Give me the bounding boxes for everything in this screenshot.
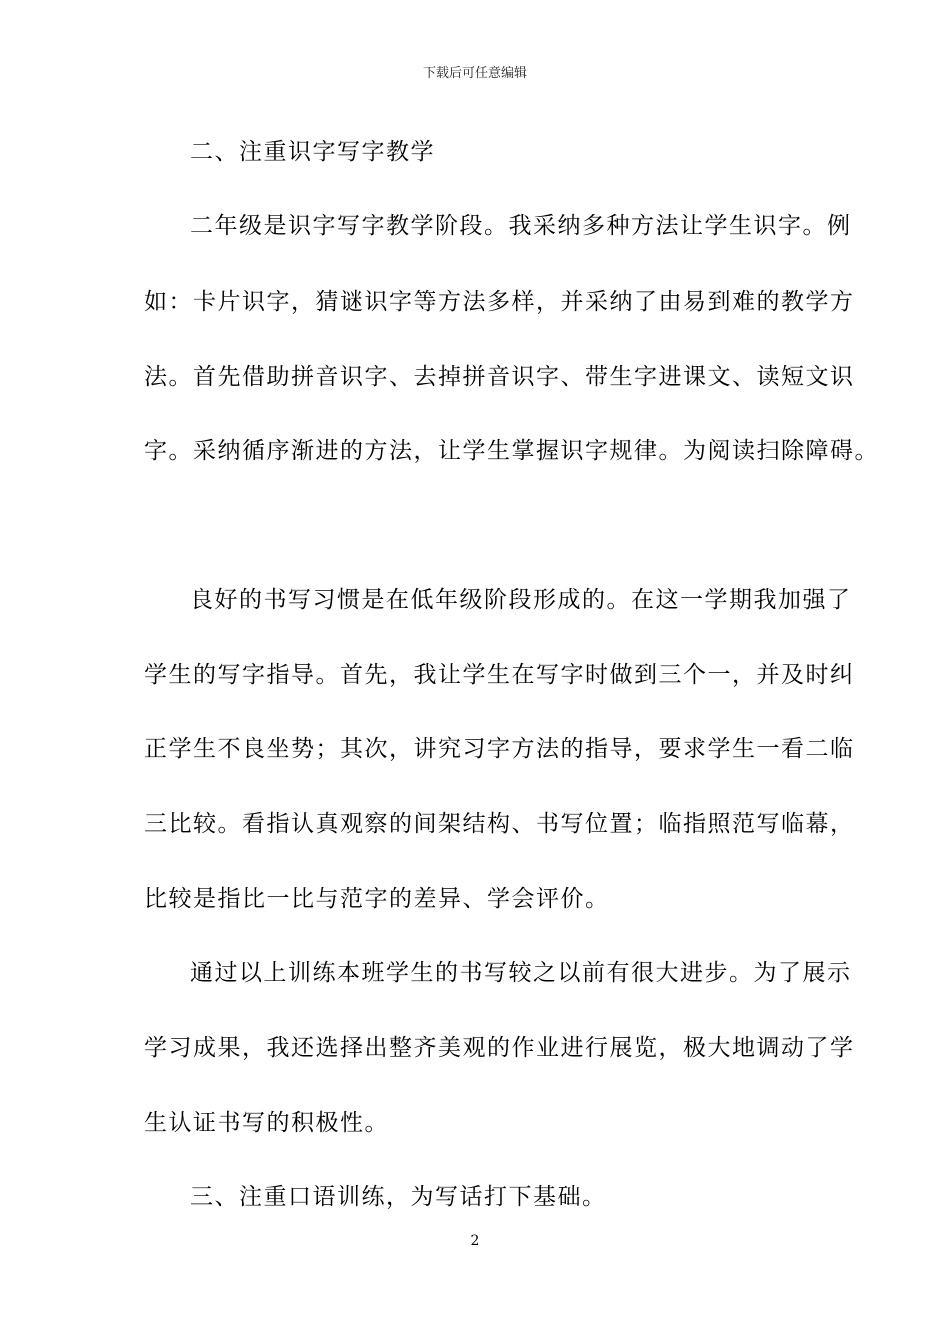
paragraph-line: 字。采纳循序渐进的方法，让学生掌握识字规律。为阅读扫除障碍。 — [144, 438, 879, 464]
page-number: 2 — [470, 1233, 480, 1249]
paragraph-line: 二年级是识字写字教学阶段。我采纳多种方法让学生识字。例 — [190, 213, 852, 239]
section-heading-3: 三、注重口语训练，为写话打下基础。 — [190, 1184, 607, 1210]
header-note: 下载后可任意编辑 — [422, 66, 527, 81]
paragraph-line: 良好的书写习惯是在低年级阶段形成的。在这一学期我加强了 — [190, 587, 852, 613]
paragraph-line: 法。首先借助拼音识字、去掉拼音识字、带生字进课文、读短文识 — [144, 364, 855, 390]
paragraph-line: 比较是指比一比与范字的差异、学会评价。 — [144, 886, 610, 912]
paragraph-line: 如：卡片识字，猜谜识字等方法多样，并采纳了由易到难的教学方 — [144, 289, 855, 315]
paragraph-line: 三比较。看指认真观察的间架结构、书写位置；临指照范写临幕， — [144, 811, 855, 837]
paragraph-line: 学习成果，我还选择出整齐美观的作业进行展览，极大地调动了学 — [144, 1035, 855, 1061]
paragraph-line: 生认证书写的积极性。 — [144, 1110, 389, 1136]
paragraph-line: 通过以上训练本班学生的书写较之以前有很大进步。为了展示 — [190, 960, 852, 986]
paragraph-line: 正学生不良坐势；其次，讲究习字方法的指导，要求学生一看二临 — [144, 736, 855, 762]
section-heading-2: 二、注重识字写字教学 — [190, 139, 435, 165]
paragraph-line: 学生的写字指导。首先，我让学生在写字时做到三个一，并及时纠 — [144, 662, 855, 688]
